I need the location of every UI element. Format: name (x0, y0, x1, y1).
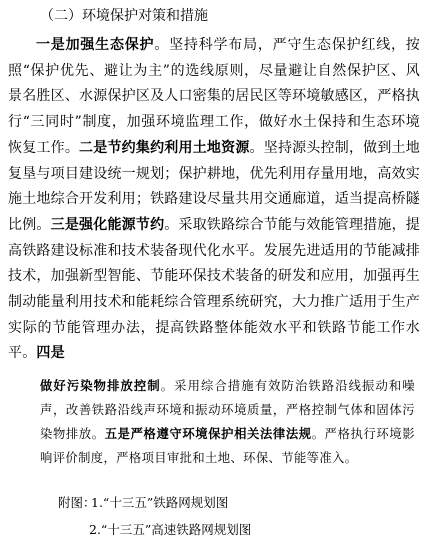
attachment-item-2 (89, 521, 251, 539)
measure-4-text: 。采用综合措施有效防治铁路沿线振动和噪声，改善铁路沿线声环境和振动环境质量，严格控制气体和固体污染物排放。 (40, 379, 415, 442)
lower-paragraph-block (40, 374, 415, 470)
measure-5-text: 。严格执行环境影响评价制度，严格项目审批和土地、环保、节能等准入。 (40, 427, 416, 465)
measure-1-text: 。坚持科学布局，严守生态保护红线，按照“保护优先、避让为主”的选线原则，尽量避让自然保护区、风景名胜区、水源保护区及人口密集的居民区等环境敏感区，严格执行“三同时”制度，加强环境监理工作，做好水土保持和生态环境恢复工作。 (8, 37, 420, 156)
attachment-item-2-text: 2.“十三五”高速铁路网规划图 (89, 522, 252, 537)
attachment-item-1 (58, 494, 228, 512)
measure-1-title: 一是加强生态保护 (36, 37, 155, 53)
upper-paragraph (8, 33, 420, 367)
attachment-item-1-text: 1.“十三五”铁路网规划图 (91, 495, 229, 510)
measure-2-title: 二是节约集约利用土地资源 (79, 139, 250, 156)
measure-2-text: 。坚持源头控制，做到土地复垦与项目建设统一规划；保护耕地，优先利用存量用地，高效实施土地综合开发利用；铁路建设尽量共用交通廊道，适当提高桥隧比例。 (8, 139, 421, 233)
upper-paragraph-block (8, 33, 420, 367)
measure-4-title-end: 做好污染物排放控制 (40, 378, 161, 393)
lower-paragraph (40, 374, 415, 470)
attachment-label: 附图： (58, 495, 96, 510)
measure-3-title: 三是强化能源节约 (50, 216, 165, 233)
measure-3-text: 。采取铁路综合节能与效能管理措施，提高铁路建设标准和技术装备现代化水平。发展先进适用的节能减排技术，加强新型智能、节能环保技术装备的研发和应用，加强再生制动能量利用技术和能耗综合管理系统研究，大力推广适用于生产实际的节能管理办法，提高铁路整体能效水平和铁路节能工作水平。 (8, 216, 420, 362)
measure-5-title: 五是严格遵守环境保护相关法律法规 (104, 426, 312, 442)
measure-4-title-start: 四是 (36, 345, 65, 362)
section-heading: （二）环境保护对策和措施 (40, 8, 208, 24)
